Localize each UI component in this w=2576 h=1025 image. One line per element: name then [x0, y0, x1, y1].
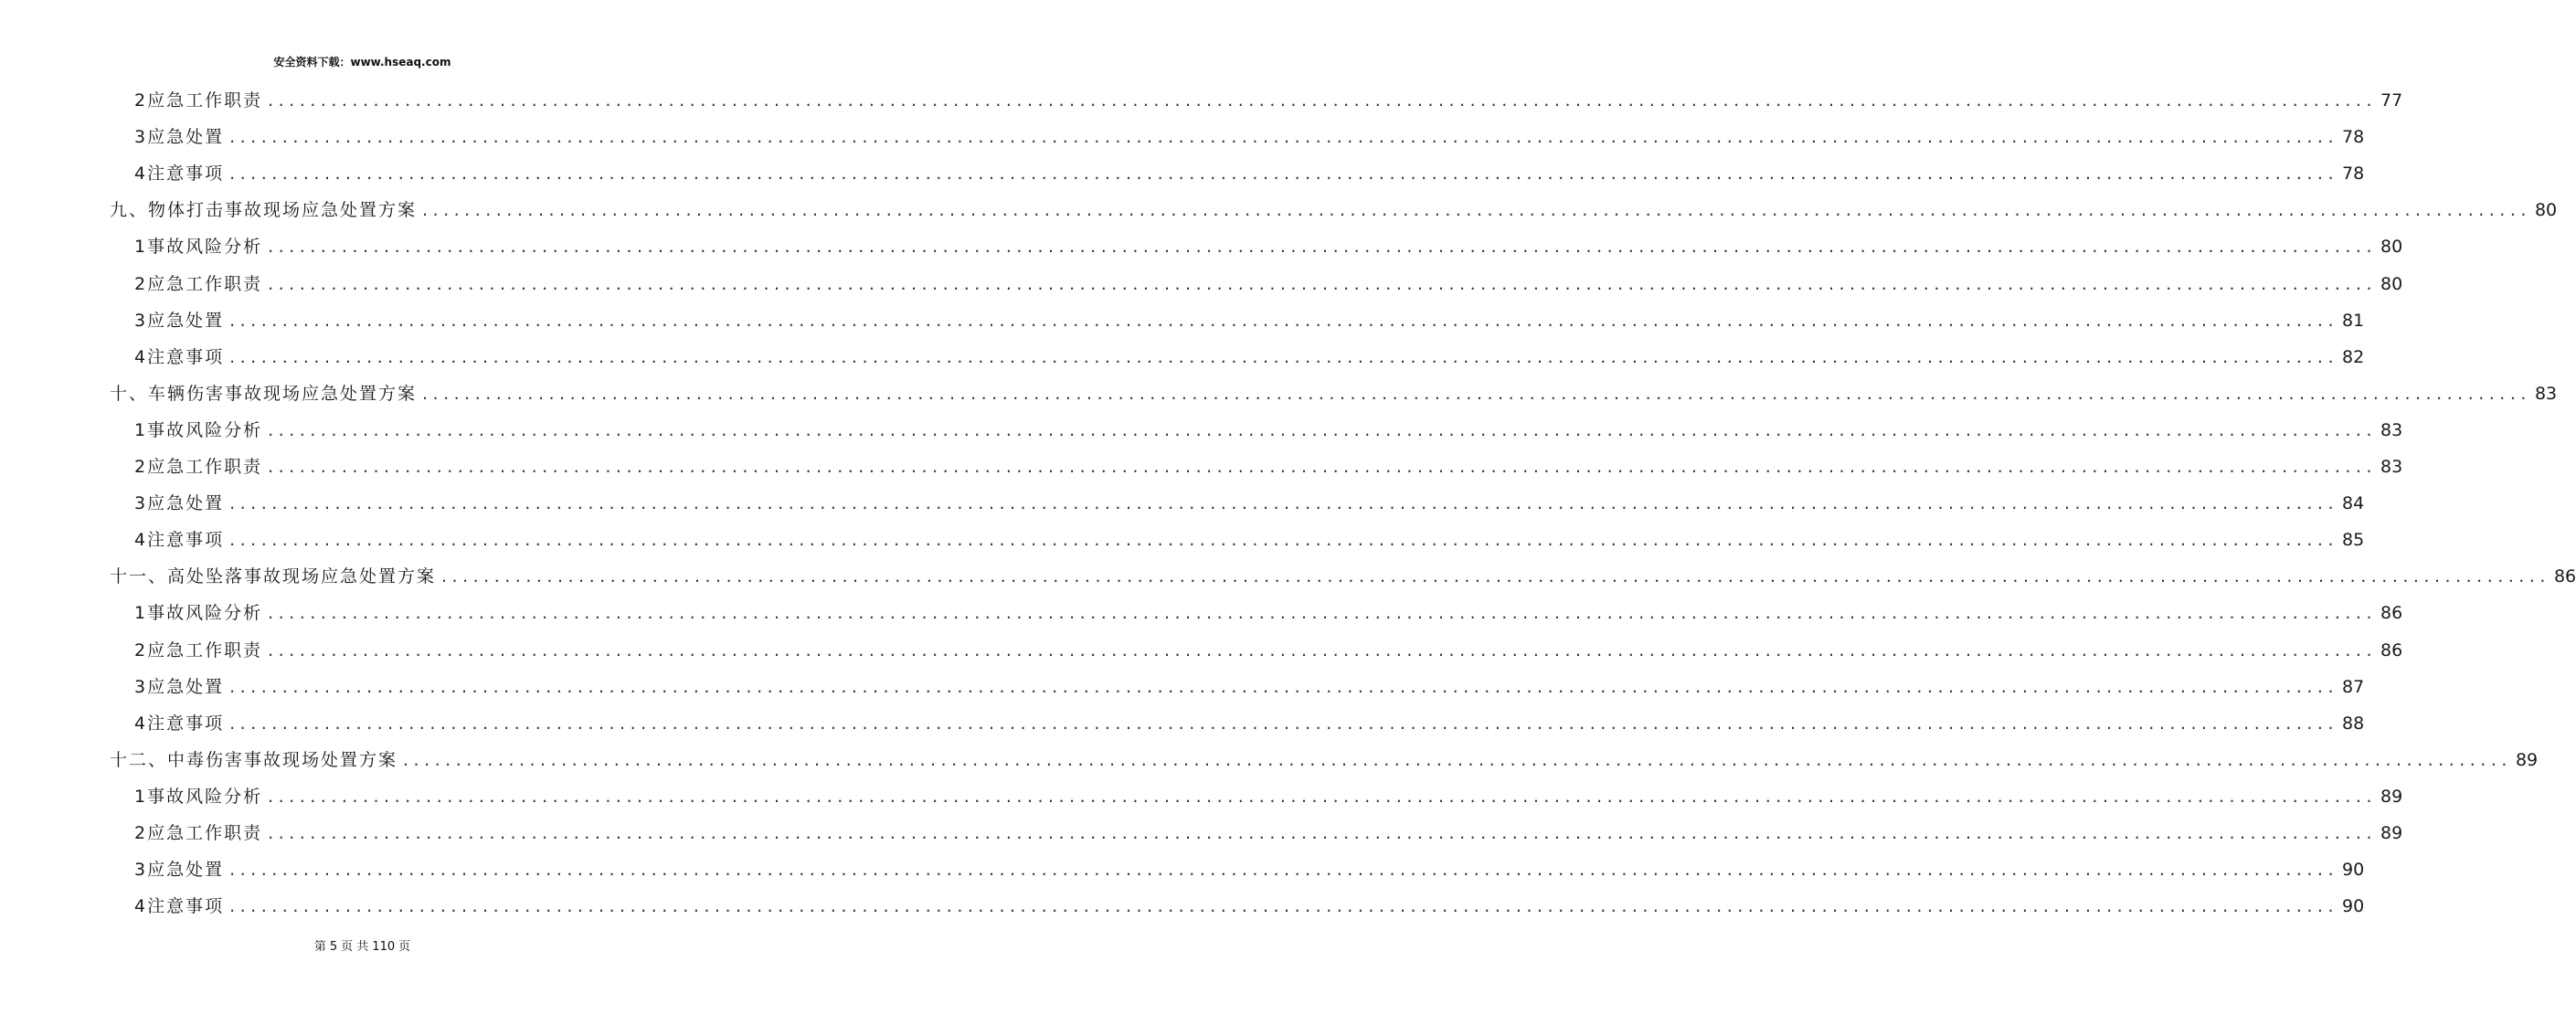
toc-leader-dots: ........................................................................................................................................................................................................ [268, 237, 2378, 257]
toc-entry[interactable] [134, 345, 2365, 369]
toc-entry-page-number: 81 [2342, 311, 2365, 331]
toc-entry-page-number: 83 [2380, 420, 2403, 440]
toc-entry-label: 十、车辆伤害事故现场应急处置方案 [110, 384, 418, 404]
toc-leader-dots: ........................................................................................................................................................................................................ [229, 677, 2339, 697]
toc-entry-page-number: 84 [2342, 493, 2365, 513]
toc-leader-dots: ........................................................................................................................................................................................................ [229, 860, 2339, 880]
toc-entry-label: 3应急处置 [134, 860, 225, 880]
toc-leader-dots: ........................................................................................................................................................................................................ [229, 493, 2339, 513]
toc-entry[interactable] [134, 894, 2365, 918]
toc-entry-label: 十二、中毒伤害事故现场处置方案 [110, 750, 398, 770]
toc-entry-label: 2应急工作职责 [134, 640, 263, 660]
toc-leader-dots: ........................................................................................................................................................................................................ [268, 603, 2378, 623]
toc-leader-dots: ........................................................................................................................................................................................................ [229, 164, 2339, 184]
toc-entry-page-number: 82 [2342, 347, 2365, 367]
footer-middle: 页 共 [341, 940, 369, 954]
toc-leader-dots: ........................................................................................................................................................................................................ [268, 90, 2378, 111]
toc-leader-dots: ........................................................................................................................................................................................................ [403, 750, 2512, 770]
toc-entry[interactable] [134, 491, 2365, 515]
toc-entry-label: 3应急处置 [134, 493, 225, 513]
toc-entry-label: 4注意事项 [134, 347, 225, 367]
toc-entry-page-number: 77 [2380, 90, 2403, 111]
toc-leader-dots: ........................................................................................................................................................................................................ [268, 274, 2378, 294]
toc-entry-label: 2应急工作职责 [134, 274, 263, 294]
toc-leader-dots: ........................................................................................................................................................................................................ [422, 384, 2531, 404]
toc-entry-page-number: 90 [2342, 860, 2365, 880]
toc-entry-label: 2应急工作职责 [134, 457, 263, 477]
toc-leader-dots: ........................................................................................................................................................................................................ [268, 640, 2378, 660]
footer-current-page: 5 [329, 940, 338, 954]
toc-entry-label: 4注意事项 [134, 164, 225, 184]
toc-leader-dots: ........................................................................................................................................................................................................ [268, 420, 2378, 440]
toc-entry[interactable] [110, 198, 2558, 222]
toc-entry-page-number: 83 [2380, 457, 2403, 477]
toc-entry-page-number: 88 [2342, 713, 2365, 734]
toc-entry-page-number: 86 [2553, 566, 2576, 586]
toc-entry-label: 1事故风险分析 [134, 420, 263, 440]
toc-leader-dots: ........................................................................................................................................................................................................ [422, 200, 2531, 220]
toc-entry[interactable] [134, 675, 2365, 699]
toc-leader-dots: ........................................................................................................................................................................................................ [268, 823, 2378, 843]
toc-entry-label: 4注意事项 [134, 896, 225, 916]
toc-entry-label: 3应急处置 [134, 127, 225, 147]
toc-entry-page-number: 80 [2380, 274, 2403, 294]
toc-entry-page-number: 87 [2342, 677, 2365, 697]
toc-entry[interactable] [134, 235, 2403, 259]
toc-entry-label: 1事故风险分析 [134, 603, 263, 623]
toc-entry-page-number: 83 [2534, 384, 2558, 404]
toc-entry-page-number: 78 [2342, 164, 2365, 184]
toc-leader-dots: ........................................................................................................................................................................................................ [441, 566, 2550, 586]
toc-leader-dots: ........................................................................................................................................................................................................ [229, 347, 2339, 367]
toc-entry-page-number: 89 [2515, 750, 2539, 770]
toc-entry[interactable] [110, 382, 2558, 406]
toc-entry-page-number: 80 [2380, 237, 2403, 257]
toc-entry[interactable] [134, 858, 2365, 882]
toc-leader-dots: ........................................................................................................................................................................................................ [268, 457, 2378, 477]
toc-entry[interactable] [134, 601, 2403, 625]
toc-entry-label: 3应急处置 [134, 677, 225, 697]
header-text: 安全资料下载：www.hseaq.com [273, 56, 451, 69]
toc-entry-page-number: 86 [2380, 603, 2403, 623]
toc-entry[interactable] [134, 309, 2365, 333]
toc-entry[interactable] [110, 748, 2539, 772]
toc-entry-label: 3应急处置 [134, 311, 225, 331]
toc-entry-page-number: 80 [2534, 200, 2558, 220]
toc-entry[interactable] [134, 528, 2365, 552]
toc-entry[interactable] [134, 455, 2403, 479]
toc-entry-page-number: 85 [2342, 530, 2365, 550]
toc-entry[interactable] [134, 272, 2403, 296]
toc-entry-label: 十一、高处坠落事故现场应急处置方案 [110, 566, 437, 586]
footer-prefix: 第 [313, 940, 326, 954]
toc-entry[interactable] [134, 89, 2403, 112]
page-footer [0, 938, 725, 956]
toc-entry[interactable] [134, 125, 2365, 149]
footer-total-pages: 110 [372, 940, 396, 954]
toc-leader-dots: ........................................................................................................................................................................................................ [229, 311, 2339, 331]
toc-entry-page-number: 89 [2380, 787, 2403, 807]
toc-entry-label: 4注意事项 [134, 713, 225, 734]
toc-entry-label: 4注意事项 [134, 530, 225, 550]
toc-entry-label: 1事故风险分析 [134, 237, 263, 257]
toc-entry-page-number: 89 [2380, 823, 2403, 843]
toc-leader-dots: ........................................................................................................................................................................................................ [229, 896, 2339, 916]
toc-entry[interactable] [134, 821, 2403, 845]
toc-entry-label: 九、物体打击事故现场应急处置方案 [110, 200, 418, 220]
toc-entry-page-number: 86 [2380, 640, 2403, 660]
toc-entry-label: 2应急工作职责 [134, 823, 263, 843]
footer-suffix: 页 [398, 940, 411, 954]
toc-entry[interactable] [134, 639, 2403, 662]
toc-entry[interactable] [134, 712, 2365, 735]
toc-entry[interactable] [134, 418, 2403, 442]
toc-entry[interactable] [110, 565, 2576, 588]
toc-leader-dots: ........................................................................................................................................................................................................ [229, 530, 2339, 550]
toc-leader-dots: ........................................................................................................................................................................................................ [229, 127, 2339, 147]
toc-entry-page-number: 90 [2342, 896, 2365, 916]
toc-entry-page-number: 78 [2342, 127, 2365, 147]
toc-leader-dots: ........................................................................................................................................................................................................ [229, 713, 2339, 734]
toc-entry[interactable] [134, 785, 2403, 808]
toc-entry[interactable] [134, 162, 2365, 185]
toc-leader-dots: ........................................................................................................................................................................................................ [268, 787, 2378, 807]
toc-entry-label: 1事故风险分析 [134, 787, 263, 807]
toc-entry-label: 2应急工作职责 [134, 90, 263, 111]
